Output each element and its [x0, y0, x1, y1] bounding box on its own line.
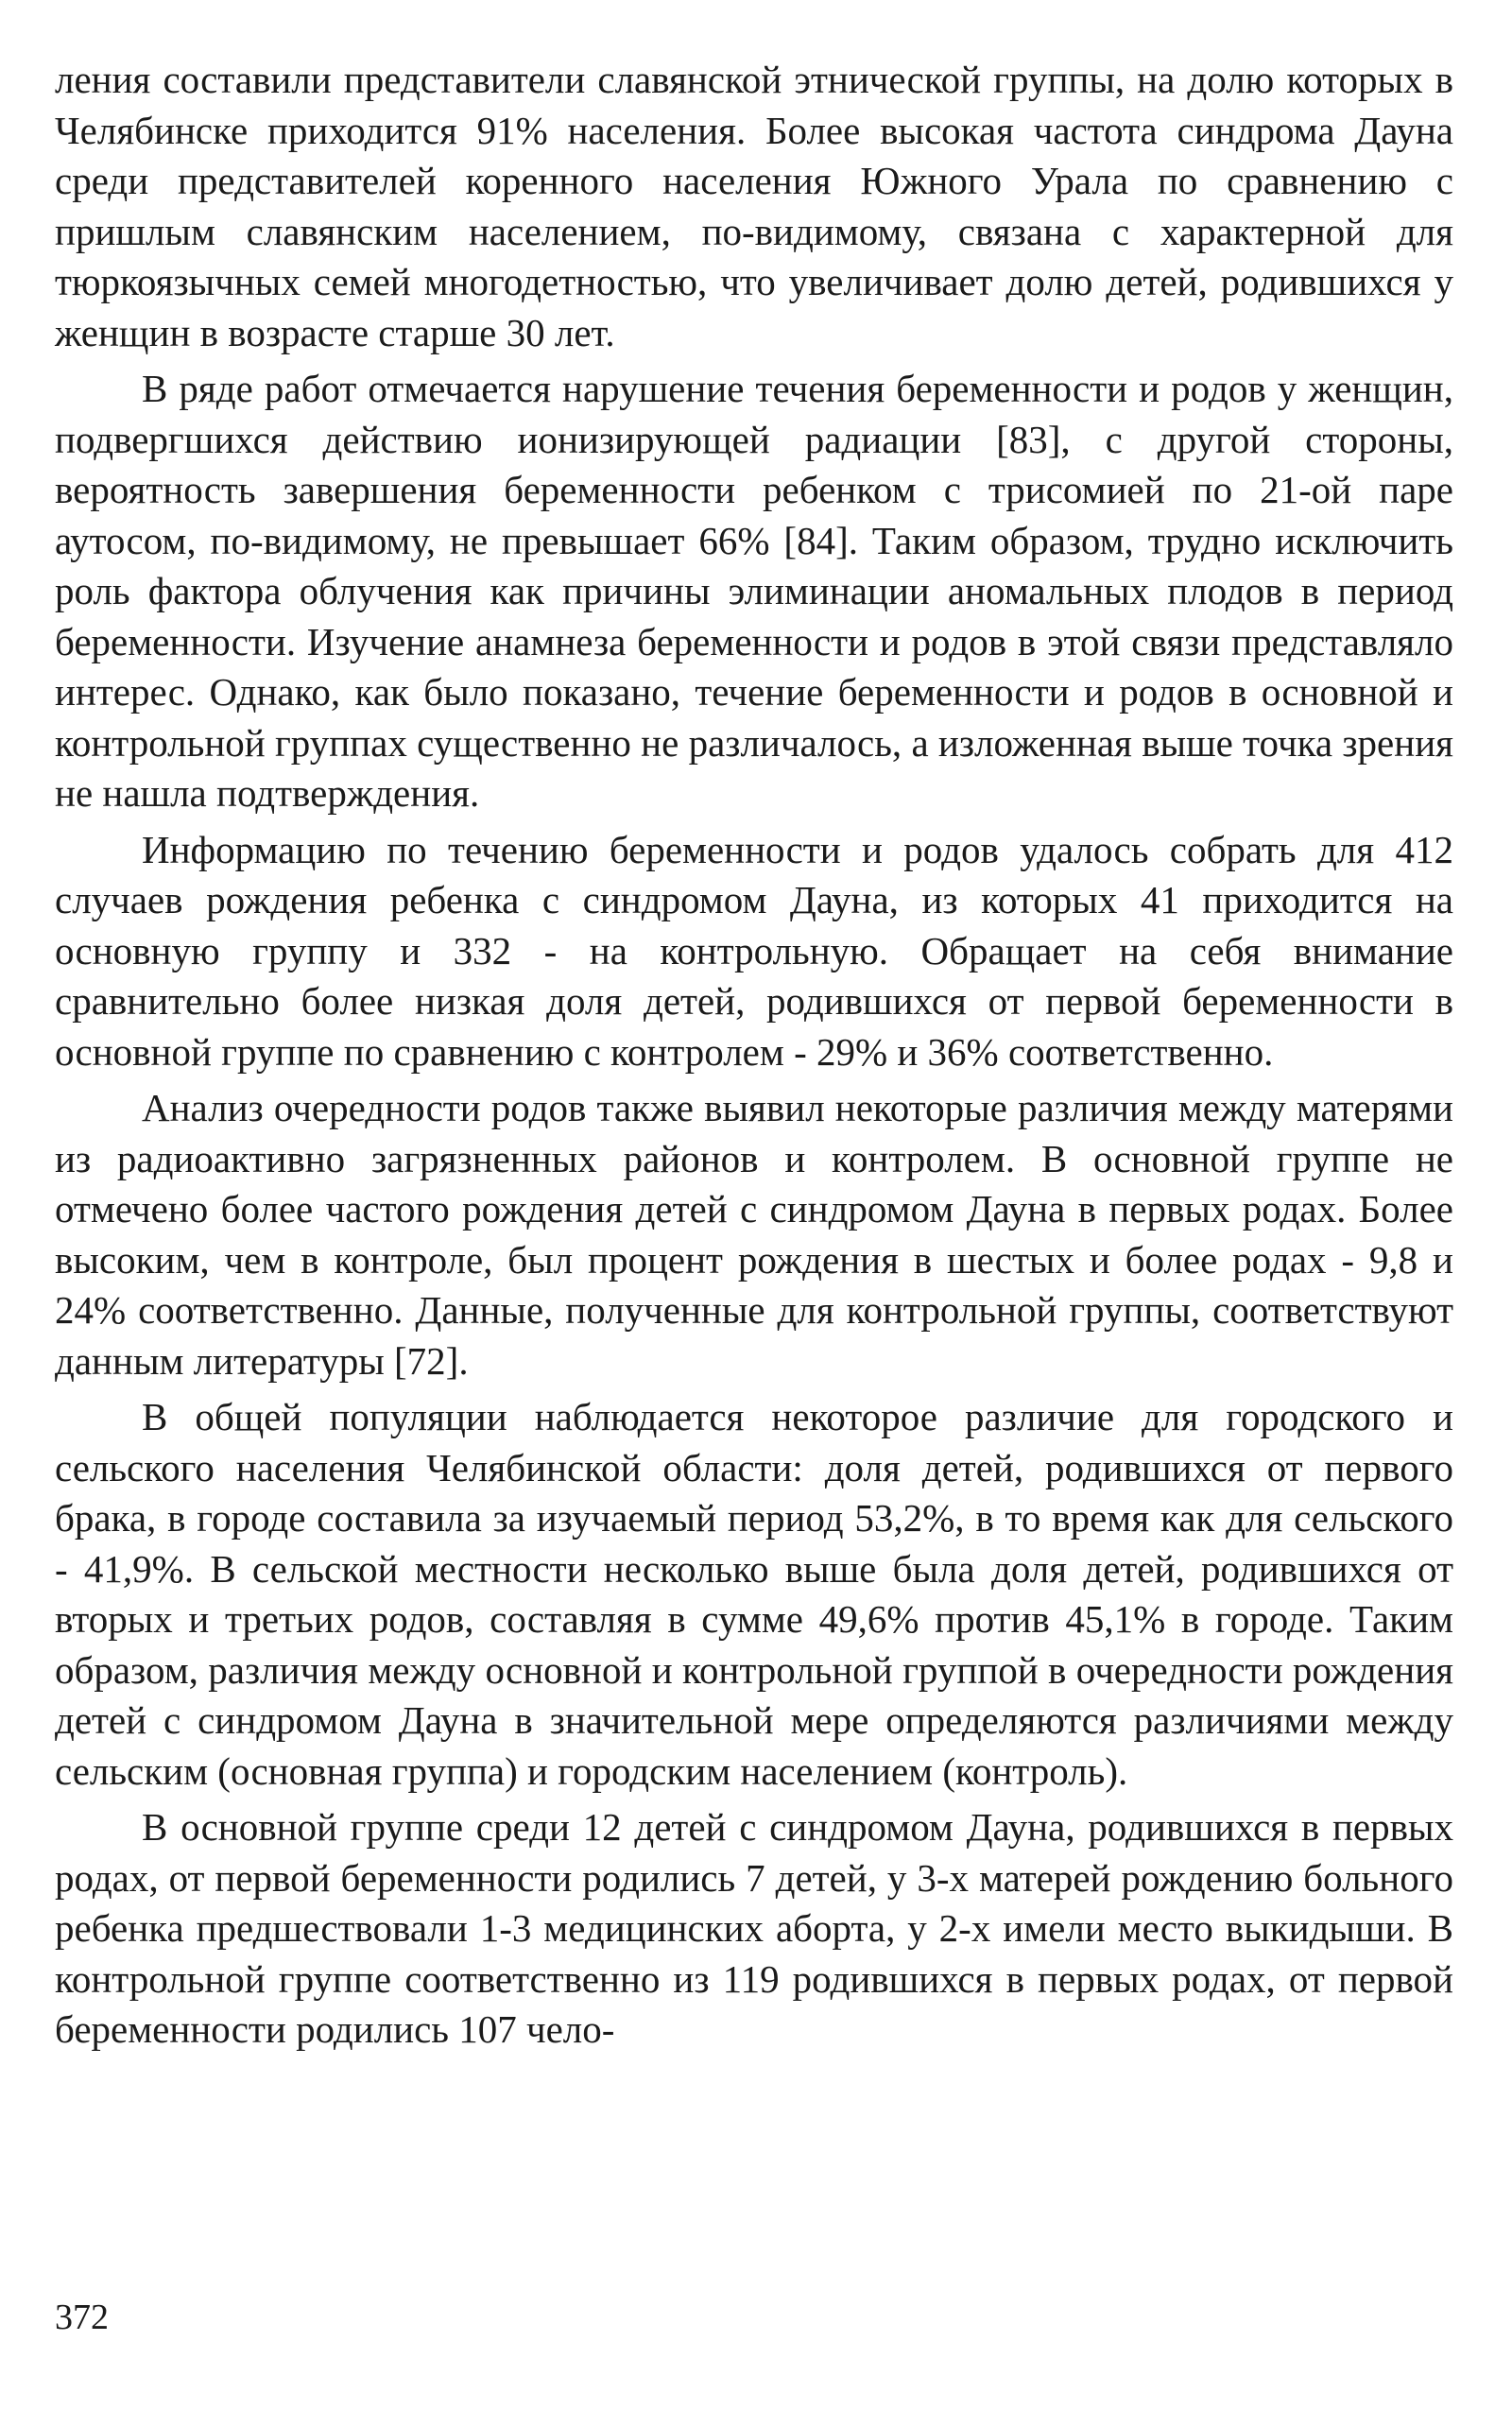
page-number: 372	[55, 2298, 109, 2337]
paragraph-1: ления составили представители славянской этнической группы, на долю которых в Челябинске приходится 91% населения. Более высокая частота синдрома Дауна среди представителей коренного населения Южного Урала по сравнению с пришлым славянским населением, по-видимому, связана с характерной для тюркоязычных семей многодетностью, что увеличивает долю детей, родившихся у женщин в возрасте старше 30 лет.	[55, 58, 1453, 354]
paragraph-5: В общей популяции наблюдается некоторое различие для городского и сельского населения Челябинской области: доля детей, родившихся от первого брака, в городе составила за изучаемый период 53,2%, в то время как для сельского - 41,9%. В сельской местности несколько выше была доля детей, родившихся от вторых и третьих родов, составляя в сумме 49,6% против 45,1% в городе. Таким образом, различия между основной и контрольной группой в очередности рождения детей с синдромом Дауна в значительной мере определяются различиями между сельским (основная группа) и городским населением (контроль).	[55, 1395, 1453, 1793]
paragraph-3: Информацию по течению беременности и родов удалось собрать для 412 случаев рождения ребенка с синдромом Дауна, из которых 41 приходится на основную группу и 332 - на контрольную. Обращает на себя внимание сравнительно более низкая доля детей, родившихся от первой беременности в основной группе по сравнению с контролем - 29% и 36% соответственно.	[55, 827, 1453, 1074]
paragraph-4: Анализ очередности родов также выявил некоторые различия между матерями из радиоактивно загрязненных районов и контролем. В основной группе не отмечено более частого рождения детей с синдромом Дауна в первых родах. Более высоким, чем в контроле, был процент рождения в шестых и более родах - 9,8 и 24% соответственно. Данные, полученные для контрольной группы, соответствуют данным литературы [72].	[55, 1086, 1453, 1383]
paragraph-6: В основной группе среди 12 детей с синдромом Дауна, родившихся в первых родах, от первой беременности родились 7 детей, у 3-х матерей рождению больного ребенка предшествовали 1-3 медицинских аборта, у 2-х имели место выкидыши. В контрольной группе соответственно из 119 родившихся в первых родах, от первой беременности родились 107 чело-	[55, 1805, 1453, 2051]
page-body	[55, 55, 1453, 2061]
paragraph-2: В ряде работ отмечается нарушение течения беременности и родов у женщин, подвергшихся действию ионизирующей радиации [83], с другой стороны, вероятность завершения беременности ребенком с трисомией по 21-ой паре аутосом, по-видимому, не превышает 66% [84]. Таким образом, трудно исключить роль фактора облучения как причины элиминации аномальных плодов в период беременности. Изучение анамнеза беременности и родов в этой связи представляло интерес. Однако, как было показано, течение беременности и родов в основной и контрольной группах существенно не различалось, а изложенная выше точка зрения не нашла подтверждения.	[55, 367, 1453, 815]
